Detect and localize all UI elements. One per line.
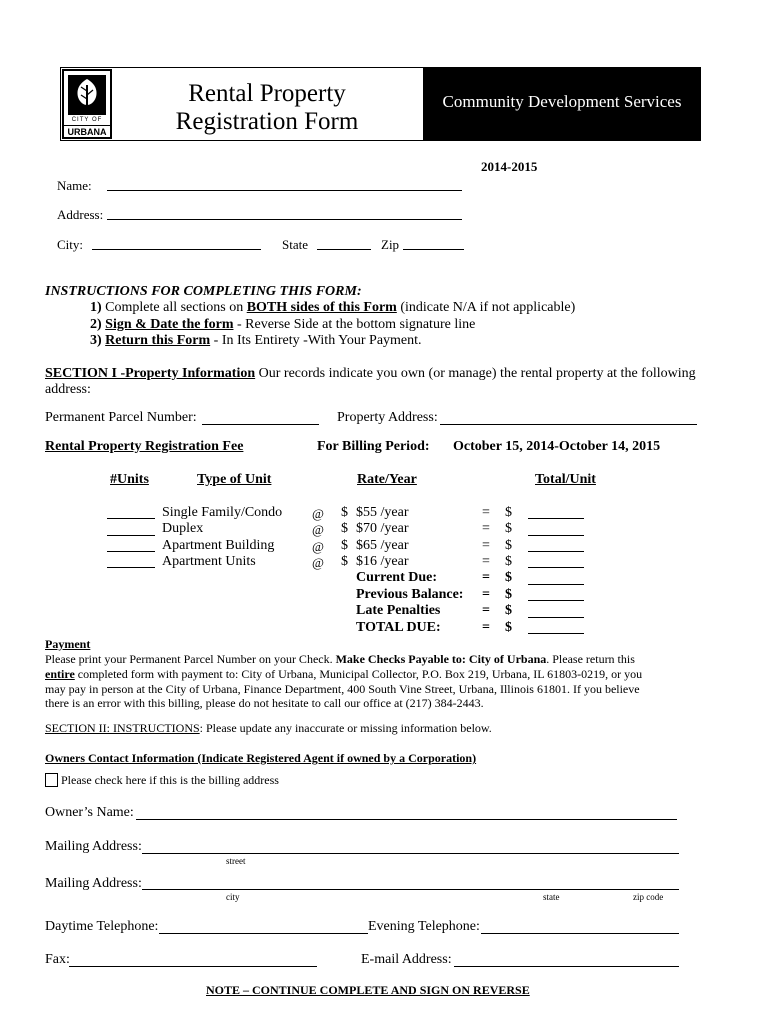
payment-heading: Payment [45, 637, 91, 651]
total-dollar: $ [505, 587, 512, 602]
equals-sign: = [482, 587, 490, 602]
units-field[interactable] [107, 551, 155, 552]
step-1-pre: Complete all sections on [105, 300, 244, 315]
payment-line-1-post: . Please return this [546, 652, 635, 666]
at-sign: @ [312, 555, 324, 570]
city-hint: city [226, 892, 240, 902]
total-due-field[interactable] [528, 633, 584, 634]
step-3-number: 3) [90, 333, 102, 348]
leaf-emblem-icon [68, 75, 106, 115]
total-field[interactable] [528, 567, 584, 568]
logo-name-text: URBANA [64, 125, 110, 137]
total-dollar: $ [505, 521, 512, 536]
payment-line-4: there is an error with this billing, please do not hesitate to call our office at (217) 384-2443. [45, 696, 484, 710]
state-label: State [282, 237, 308, 252]
late-penalties-field[interactable] [528, 617, 584, 618]
at-sign: @ [312, 506, 324, 521]
payment-entire: entire [45, 667, 75, 681]
unit-type: Duplex [162, 521, 204, 536]
property-address-field[interactable] [440, 424, 697, 425]
total-dollar: $ [505, 538, 512, 553]
section2-heading: SECTION II: INSTRUCTIONS [45, 721, 200, 735]
step-3-post: - In Its Entirety -With Your Payment. [213, 333, 422, 348]
total-field[interactable] [528, 535, 584, 536]
section2-text: : Please update any inaccurate or missing information below. [199, 721, 492, 735]
current-due-field[interactable] [528, 584, 584, 585]
step-2-post: - Reverse Side at the bottom signature line [236, 317, 476, 332]
equals-sign: = [482, 603, 490, 618]
address-label: Address: [57, 207, 104, 222]
rate-dollar: $ [341, 554, 348, 569]
billing-address-checkbox[interactable] [45, 773, 58, 787]
step-1-emphasis: BOTH sides of this Form [246, 300, 397, 315]
email-label: E-mail Address: [361, 952, 452, 967]
rate-value: $70 /year [356, 521, 409, 536]
total-dollar: $ [505, 620, 512, 635]
total-dollar: $ [505, 505, 512, 520]
fax-label: Fax: [45, 952, 70, 967]
step-1-post: (indicate N/A if not applicable) [400, 300, 576, 315]
rate-value: $16 /year [356, 554, 409, 569]
billing-period-label: For Billing Period: [317, 439, 430, 454]
section1-intro [45, 366, 696, 382]
owners-contact-heading: Owners Contact Information (Indicate Registered Agent if owned by a Corporation) [45, 751, 477, 765]
mailing-street-field[interactable] [142, 853, 679, 854]
city-logo [62, 69, 112, 139]
section1-text: Our records indicate you own (or manage) the rental property at the following [258, 366, 696, 381]
footer-note: NOTE – CONTINUE COMPLETE AND SIGN ON REVERSE [206, 983, 530, 997]
total-dollar: $ [505, 554, 512, 569]
name-label: Name: [57, 178, 92, 193]
city-label: City: [57, 237, 84, 252]
unit-type: Single Family/Condo [162, 505, 283, 520]
department-banner [423, 67, 701, 141]
department-name: Community Development Services [442, 92, 682, 111]
year-label: 2014-2015 [481, 159, 538, 174]
daytime-telephone-field[interactable] [159, 933, 368, 934]
equals-sign: = [482, 521, 490, 536]
payment-line-2 [45, 667, 642, 682]
owner-name-field[interactable] [136, 819, 677, 820]
unit-type-column-header: Type of Unit [197, 472, 272, 487]
rate-dollar: $ [341, 521, 348, 536]
equals-sign: = [482, 554, 490, 569]
total-label: Previous Balance: [356, 587, 464, 602]
total-column-header: Total/Unit [535, 472, 596, 487]
at-sign: @ [312, 539, 324, 554]
section2-intro [45, 721, 492, 736]
rate-column-header: Rate/Year [357, 472, 417, 487]
payment-line-3: may pay in person at the City of Urbana, Finance Department, 400 South Vine Street, Urbana, Illinois 61801. If you believe [45, 682, 640, 696]
mailing-address-label-2: Mailing Address: [45, 876, 142, 891]
step-3-emphasis: Return this Form [105, 333, 211, 348]
payment-line-2-post: completed form with payment to: City of Urbana, Municipal Collector, P.O. Box 219, Urbana, IL 61803-0219, or you [77, 667, 643, 681]
units-column-header: #Units [110, 472, 149, 487]
total-field[interactable] [528, 551, 584, 552]
units-field[interactable] [107, 567, 155, 568]
instruction-step-2 [90, 317, 475, 333]
units-field[interactable] [107, 518, 155, 519]
total-dollar: $ [505, 603, 512, 618]
parcel-number-field[interactable] [202, 424, 319, 425]
form-title-line2: Registration Form [175, 108, 359, 135]
total-label: TOTAL DUE: [356, 620, 441, 635]
registration-fee-label: Rental Property Registration Fee [45, 439, 244, 454]
equals-sign: = [482, 620, 490, 635]
evening-telephone-label: Evening Telephone: [368, 919, 480, 934]
payable-to: Make Checks Payable to: City of Urbana [335, 652, 547, 666]
zip-label: Zip [381, 237, 400, 252]
section1-text-cont: address: [45, 382, 91, 397]
mailing-address-label-1: Mailing Address: [45, 839, 142, 854]
step-2-number: 2) [90, 317, 102, 332]
billing-period-value: October 15, 2014-October 14, 2015 [453, 439, 661, 454]
property-address-label: Property Address: [337, 410, 438, 425]
unit-type: Apartment Units [162, 554, 256, 569]
instructions-heading: INSTRUCTIONS FOR COMPLETING THIS FORM: [45, 284, 362, 299]
fax-field[interactable] [69, 966, 317, 967]
total-dollar: $ [505, 570, 512, 585]
evening-telephone-field[interactable] [481, 933, 679, 934]
step-2-emphasis: Sign & Date the form [105, 317, 234, 332]
equals-sign: = [482, 570, 490, 585]
parcel-number-label: Permanent Parcel Number: [45, 410, 197, 425]
equals-sign: = [482, 538, 490, 553]
form-title-line1: Rental Property [188, 80, 346, 107]
step-1-number: 1) [90, 300, 102, 315]
street-hint: street [226, 856, 246, 866]
payment-line-1-pre: Please print your Permanent Parcel Number on your Check. [45, 652, 333, 666]
name-field[interactable] [107, 190, 462, 191]
rate-value: $65 /year [356, 538, 409, 553]
email-field[interactable] [454, 966, 679, 967]
payment-line-1 [45, 652, 635, 667]
units-field[interactable] [107, 535, 155, 536]
billing-address-checkbox-label: Please check here if this is the billing address [61, 773, 279, 787]
rate-dollar: $ [341, 538, 348, 553]
owner-name-label: Owner’s Name: [45, 805, 134, 820]
instruction-step-1 [90, 300, 575, 316]
city-field[interactable] [92, 249, 261, 250]
total-label: Current Due: [356, 570, 438, 585]
previous-balance-field[interactable] [528, 600, 584, 601]
at-sign: @ [312, 522, 324, 537]
mailing-city-state-zip-field[interactable] [142, 889, 679, 890]
zip-field[interactable] [403, 249, 464, 250]
daytime-telephone-label: Daytime Telephone: [45, 919, 159, 934]
logo-city-text: CITY OF [71, 117, 103, 123]
unit-type: Apartment Building [162, 538, 275, 553]
state-field[interactable] [317, 249, 371, 250]
total-field[interactable] [528, 518, 584, 519]
total-label: Late Penalties [356, 603, 441, 618]
equals-sign: = [482, 505, 490, 520]
instruction-step-3 [90, 333, 422, 349]
address-field[interactable] [107, 219, 462, 220]
rate-dollar: $ [341, 505, 348, 520]
state-hint: state [543, 892, 560, 902]
section1-heading: SECTION I -Property Information [45, 366, 256, 381]
rate-value: $55 /year [356, 505, 409, 520]
zip-code-hint: zip code [633, 892, 664, 902]
